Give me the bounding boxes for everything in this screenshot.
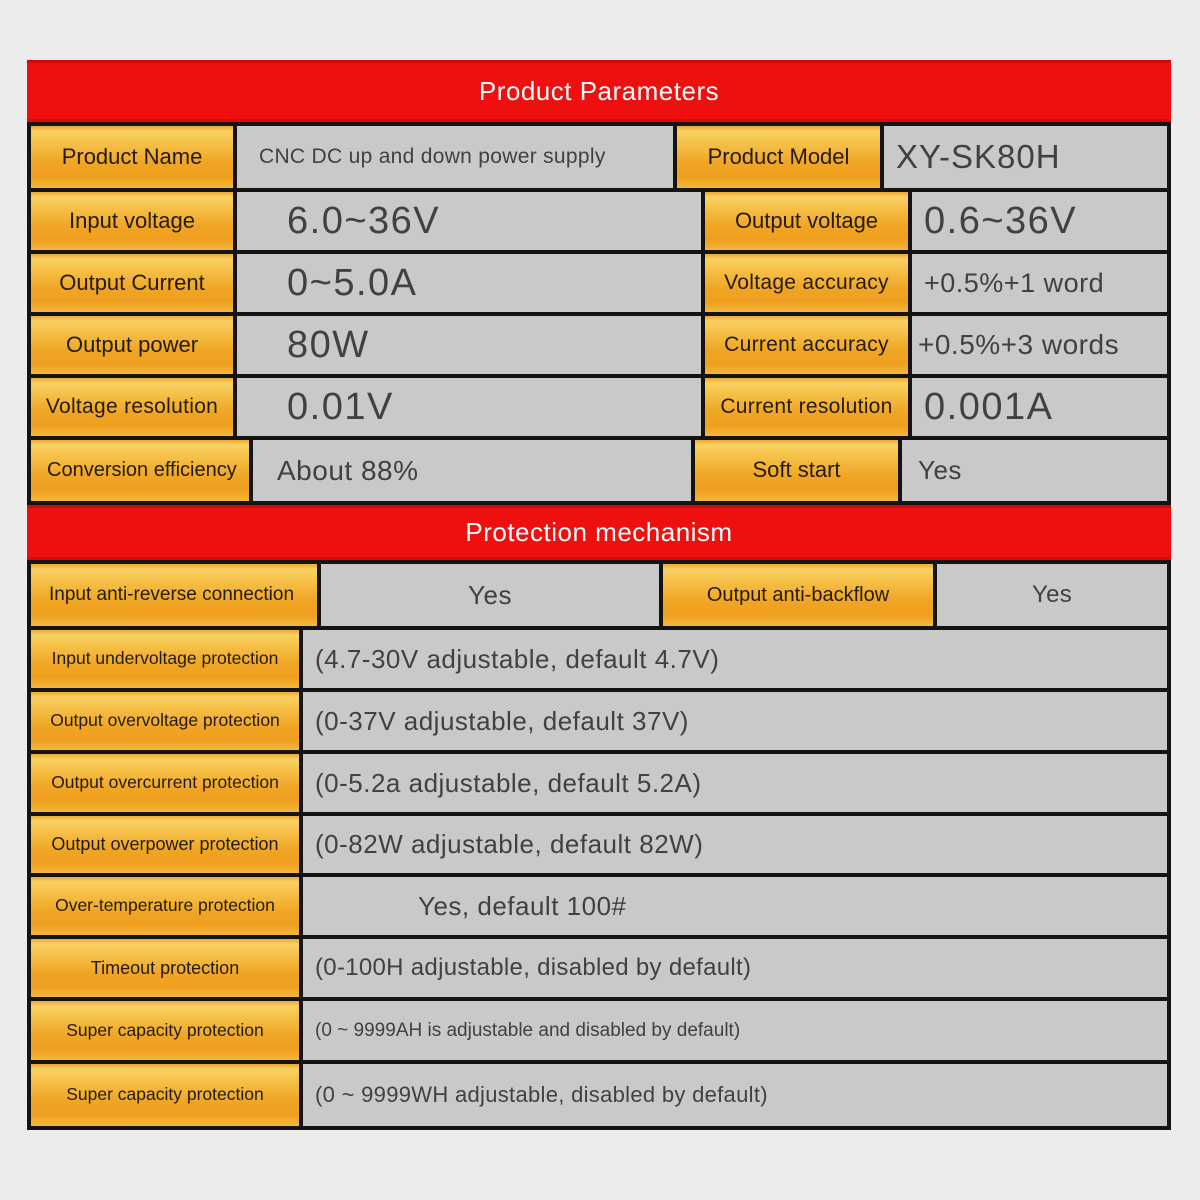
param-label-product-model: Product Model	[677, 126, 880, 188]
parameters-grid	[27, 122, 1171, 505]
protection-label-input-anti-reverse: Input anti-reverse connection	[31, 564, 317, 626]
param-value-conversion-efficiency: About 88%	[253, 440, 691, 501]
protection-row-undervoltage	[31, 630, 1167, 688]
protection-label-output-overvoltage: Output overvoltage protection	[31, 692, 299, 750]
product-parameters-title: Product Parameters	[478, 75, 720, 106]
param-value-current-accuracy: +0.5%+3 words	[912, 316, 1167, 374]
param-value-output-voltage: 0.6~36V	[912, 192, 1167, 250]
protection-row-anti-reverse	[31, 564, 1167, 626]
param-value-output-current: 0~5.0A	[237, 254, 701, 312]
param-value-current-resolution: 0.001A	[912, 378, 1167, 436]
param-value-product-model: XY-SK80H	[884, 126, 1167, 188]
protection-mechanism-title: Protection mechanism	[465, 517, 733, 547]
protection-value-super-capacity-ah: (0 ~ 9999AH is adjustable and disabled by default)	[303, 1001, 1167, 1060]
param-row-voltage	[31, 192, 1167, 250]
protection-value-timeout: (0-100H adjustable, disabled by default)	[303, 939, 1167, 997]
product-parameters-header	[27, 60, 1171, 122]
param-label-product-name: Product Name	[31, 126, 233, 188]
protection-value-output-overpower: (0-82W adjustable, default 82W)	[303, 816, 1167, 873]
param-value-voltage-resolution: 0.01V	[237, 378, 701, 436]
param-label-output-power: Output power	[31, 316, 233, 374]
param-label-conversion-efficiency: Conversion efficiency	[31, 440, 249, 501]
param-row-resolution	[31, 378, 1167, 436]
param-label-soft-start: Soft start	[695, 440, 898, 501]
param-label-output-current: Output Current	[31, 254, 233, 312]
param-value-soft-start: Yes	[902, 440, 1167, 501]
param-row-power	[31, 316, 1167, 374]
spec-table	[27, 60, 1171, 1130]
protection-value-over-temperature: Yes, default 100#	[303, 877, 1167, 935]
protection-row-timeout	[31, 939, 1167, 997]
protection-value-output-anti-backflow: Yes	[937, 564, 1167, 626]
protection-row-overpower	[31, 816, 1167, 873]
protection-value-input-undervoltage: (4.7-30V adjustable, default 4.7V)	[303, 630, 1167, 688]
protection-value-super-capacity-wh: (0 ~ 9999WH adjustable, disabled by default)	[303, 1064, 1167, 1126]
protection-mechanism-header	[27, 505, 1171, 560]
param-label-output-voltage: Output voltage	[705, 192, 908, 250]
protection-row-super-capacity-wh	[31, 1064, 1167, 1126]
protection-value-output-overcurrent: (0-5.2a adjustable, default 5.2A)	[303, 754, 1167, 812]
protection-label-timeout: Timeout protection	[31, 939, 299, 997]
protection-label-output-overcurrent: Output overcurrent protection	[31, 754, 299, 812]
protection-label-super-capacity-ah: Super capacity protection	[31, 1001, 299, 1060]
param-label-input-voltage: Input voltage	[31, 192, 233, 250]
param-row-current	[31, 254, 1167, 312]
param-value-voltage-accuracy: +0.5%+1 word	[912, 254, 1167, 312]
protection-label-output-overpower: Output overpower protection	[31, 816, 299, 873]
param-label-voltage-resolution: Voltage resolution	[31, 378, 233, 436]
param-value-product-name: CNC DC up and down power supply	[237, 126, 673, 188]
param-label-voltage-accuracy: Voltage accuracy	[705, 254, 908, 312]
protection-label-super-capacity-wh: Super capacity protection	[31, 1064, 299, 1126]
protection-value-input-anti-reverse: Yes	[321, 564, 659, 626]
param-row-product	[31, 126, 1167, 188]
protection-row-overvoltage	[31, 692, 1167, 750]
protection-value-output-overvoltage: (0-37V adjustable, default 37V)	[303, 692, 1167, 750]
protection-row-over-temperature	[31, 877, 1167, 935]
protection-label-over-temperature: Over-temperature protection	[31, 877, 299, 935]
protection-grid	[27, 560, 1171, 1130]
param-value-input-voltage: 6.0~36V	[237, 192, 701, 250]
param-label-current-resolution: Current resolution	[705, 378, 908, 436]
protection-row-overcurrent	[31, 754, 1167, 812]
protection-row-super-capacity-ah	[31, 1001, 1167, 1060]
param-row-efficiency	[31, 440, 1167, 501]
param-value-output-power: 80W	[237, 316, 701, 374]
param-label-current-accuracy: Current accuracy	[705, 316, 908, 374]
protection-label-input-undervoltage: Input undervoltage protection	[31, 630, 299, 688]
protection-label-output-anti-backflow: Output anti-backflow	[663, 564, 933, 626]
